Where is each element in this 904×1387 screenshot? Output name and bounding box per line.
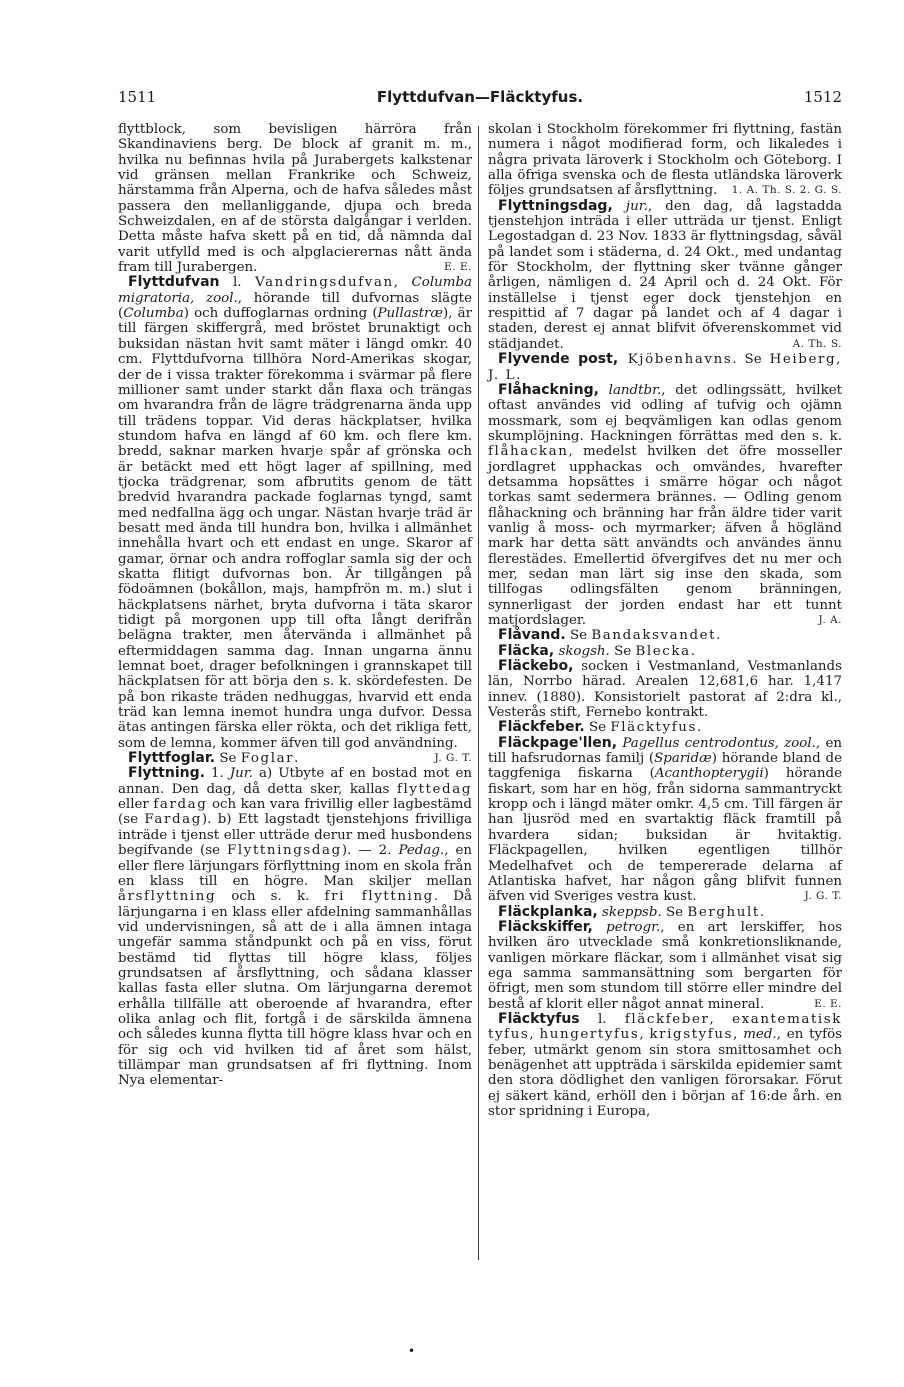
headword: Fläcktyfus [498,1010,580,1027]
headword: Fläcka, [498,642,555,659]
headword: Fläckplanka, [498,903,598,920]
author-signature: 1. A. Th. S. 2. G. S. [731,184,842,197]
footer-mark: • [408,1344,416,1358]
page-number-right: 1512 [803,88,842,106]
author-signature: J. G. T. [804,890,842,903]
entry-flackebo: Fläckebo, socken i Vestmanland, Vestmanlands län, Norrbo härad. Arealen 12,681,6 har. 1,417 innev. (1880). Konsistorielt pastorat af 2:dra kl., Vesterås stift, Fernebo kontrakt. [488,658,842,721]
paragraph-continuation: flyttblock, som bevisligen härröra från Skandinaviens berg. De block af granit m. m., hvilka nu befinnas hvila på Jurabergets kalkstenar vid gränsen mellan Frankrike och Schweiz, härstamma från Alperna, och de hafva således måst passera den mellanliggande, djupa och breda Schweizdalen, en af de största dalgångar i verlden. Detta måste hafva skett på en tid, då nämnda dal varit utfylld med is och alpglacierernas nått ända fram till Jurabergen. E. E. [118,122,472,276]
entry-flyttningsdag: Flyttningsdag, jur., den dag, då lagstadda tjenstehjon inträda i eller utträda ur tjenst. Enligt Legostadgan d. 23 Nov. 1833 är flyttningsdag, såväl på landet som i städerna, d. 24 Okt., med undantag för Stockholm, der flyttning sker tvänne gånger årligen, nämligen d. 24 April och d. 24 Okt. För inställelse i tjenst eger dock tjenstehjon en respittid af 7 dagar på landet och af 4 dagar i staden, derest ej annat blifvit öfverenskommet vid städjandet. A. Th. S. [488,197,842,352]
author-signature: E. E. [814,997,842,1010]
page-number-left: 1511 [118,88,157,106]
entry-flacka: Fläcka, skogsh. Se Blecka. [498,642,695,659]
headword: Fläckebo, [498,658,574,675]
author-signature: E. E. [444,261,472,274]
headword: Flyttning. [128,765,205,782]
entry-flyttdufvan: Flyttdufvan l. Vandringsdufvan, Columba migratoria, zool., hörande till dufvornas slägte (Columba) och duffoglarnas ordning (Pullastræ), är till färgen skiffergrå, med bröstet brunaktigt och buksidan nästan hvit samt mäter i längd omkr. 40 cm. Flyttdufvorna tillhöra Nord-Amerikas skogar, der de i vissa trakter förekomma i svärmar på flere millioner samt under starkt dån flaxa och trängas om hvarandra från de lägre trädgrenarna ända upp till trädens toppar. Vid deras häckplatser, hvilka stundom hafva en längd af 60 km. och flere km. bredd, saknar marken hvarje spår af grönska och är betäckt med ett högt lager af spillning, med tjocka trädgrenar, som afbrutits genom de tätt bredvid hvarandra packade foglarnas tyngd, samt med nedfallna ägg och ungar. Nästan hvarje träd är besatt med ända till hundra bon, hvilka i allmänhet innehålla hvart och ett endast en unge. Skaror af gamar, örnar och andra roffoglar samla sig der och skatta flitigt dufvornas bon. Är tillgången på födoämnen (bokållon, majs, hampfrön m. m.) slut i häckplatsens närhet, bryta dufvorna i täta skaror tidigt på morgonen upp till ofta långt derifrån belägna trakter, men återvända i allmänhet på eftermiddagen samma dag. Innan ungarna ännu lemnat boet, drager befolkningen i grannskapet till häckplatsen för att börja den s. k. skördefesten. De på bon rikaste träden nedhuggas, hvarvid ett enda träd kan lemna inemot hundra unga dufvor. Dessa ätas antingen färska eller rökta, och det rikliga fett, som de lemna, kommer äfven till god användning. J. G. T. [118,275,472,751]
headword: Flåvand. [498,627,566,644]
entry-flyttning: Flyttning. 1. Jur. a) Utbyte af en bostad mot en annan. Den dag, då detta sker, kallas flyttedag eller fardag och kan vara frivillig eller lagbestämd (se Fardag). b) Ett lagstadt tjenstehjons frivilliga inträde i tjenst eller utträde derur med husbondens begifvande (se Flyttningsdag). — 2. Pedag., en eller flere lärjungars förflyttning inom en skola från en klass till en högre. Man skiljer mellan årsflyttning och s. k. fri flyttning. Då lärjungarna i en klass eller afdelning sammanhållas vid undervisningen, så att de i alla ämnen intaga ungefär samma ståndpunkt och på en viss, förut bestämd tid flyttas till högre klass, följes grundsatsen af årsflyttning, och sådana klasser kallas fasta eller slutna. Om lärjungarna deremot erhålla tillfälle att oberoende af hvarandra, efter olika anlag och flit, fortgå i de särskilda ämnena och således kunna flytta till högre klass hvar och en för sig och vid hvilken tid af året som hälst, tillämpar man grundsatsen af fri flyttning. Inom Nya elementar- [118,765,473,1089]
column-divider [478,126,479,1260]
entry-flackpagellen: Fläckpage'llen, Pagellus centrodontus, zool., en till hafsrudornas familj (Sparidæ) hörande bland de taggfeniga fiskarna (Acanthopterygii) hörande fiskart, som har en hög, från sidorna sammantryckt kropp och i längd mäter omkr. 4,5 cm. Till färgen är han ljusröd med en svartaktig fläck framtill på hvardera sidan; buksidan är hvitaktig. Fläckpagellen, hvilken egentligen tillhör Medelhafvet och de tempererade delarna af Atlantiska hafvet, har någon gång blifvit funnen äfven vid Sveriges vestra kust. J. G. T. [488,734,843,905]
headword: Fläckpage'llen, [498,734,618,751]
author-signature: J. A. [818,614,842,626]
paragraph-continuation: skolan i Stockholm förekommer fri flyttning, fastän numera i något modifierad form, och likaledes i några privata läroverk i Stockholm och Göteborg. I alla öfriga svenska och de flesta utländska läroverk följes grundsatsen af årsflyttning. 1. A. Th. S. 2. G. S. [488,122,842,199]
author-signature: A. Th. S. [792,337,842,350]
headword: Flyttfoglar. [128,750,216,767]
headword: Flyvende post, [498,351,619,368]
entry-flackplanka: Fläckplanka, skeppsb. Se Berghult. [498,903,765,920]
entry-flackskiffer: Fläckskiffer, petrogr., en art lerskiffer, hos hvilken äro utvecklade små konkretionsliknande, vanligen mörkare fläckar, som i allmänhet visat sig ega samma sammansättning som bergarten för öfrigt, men som stundom till större eller mindre del bestå af klorit eller något annat mineral. E. E. [488,918,843,1012]
entry-flacktyfus: Fläcktyfus l. fläckfeber, exantematisk tyfus, hungertyfus, krigstyfus, med., en tyfös feber, utmärkt genom sin stora smittosamhet och benägenhet att uppträda i särskilda epidemier samt den stora dödlighet den vanligen förorsakar. Förut ej säkert känd, erhöll den i början af 16:de årh. en stor spridning i Europa, [488,1010,843,1119]
author-signature: J. G. T. [434,752,472,765]
running-title: Flyttdufvan—Fläcktyfus. [376,88,584,106]
entry-flyttfoglar: Flyttfoglar. Se Foglar. [128,750,299,767]
headword: Flyttdufvan [128,274,220,291]
headword: Flåhackning, [498,381,599,398]
entry-flavand: Flåvand. Se Bandaksvandet. [498,627,721,644]
headword: Fläckfeber. [498,719,585,736]
page-header [118,88,842,110]
headword: Fläckskiffer, [498,918,593,935]
entry-flyvende-post: Flyvende post, Kjöbenhavns. Se Heiberg, J. L. [488,351,843,383]
headword: Flyttningsdag, [498,197,613,214]
entry-flackfeber: Fläckfeber. Se Fläcktyfus. [498,719,702,736]
left-column [118,122,472,1089]
right-column [488,122,842,1119]
entry-flahackning: Flåhackning, landtbr., det odlingssätt, hvilket oftast användes vid odling af tufvig och ojämn mossmark, som ej beqvämligen kan odlas genom skumplöjning. Hackningen förrättas med den s. k. flåhackan, medelst hvilken det öfre mosseller jordlagret upphackas och omvändes, hvarefter detsamma hopsättes i smärre högar och något torkas samt sedermera brännes. — Odling genom flåhackning och bränning har från äldre tider varit vanlig å moss- och myrmarker; äfven å högländ mark har detta sätt användts och användes ännu flerestädes. Emellertid öfvergifves det nu mer och mer, sedan man lärt sig inse den skada, som tillfogas odlingsfälten genom bränningen, synnerligast der jorden endast har ett tunnt matjordslager. J. A. [488,381,843,628]
